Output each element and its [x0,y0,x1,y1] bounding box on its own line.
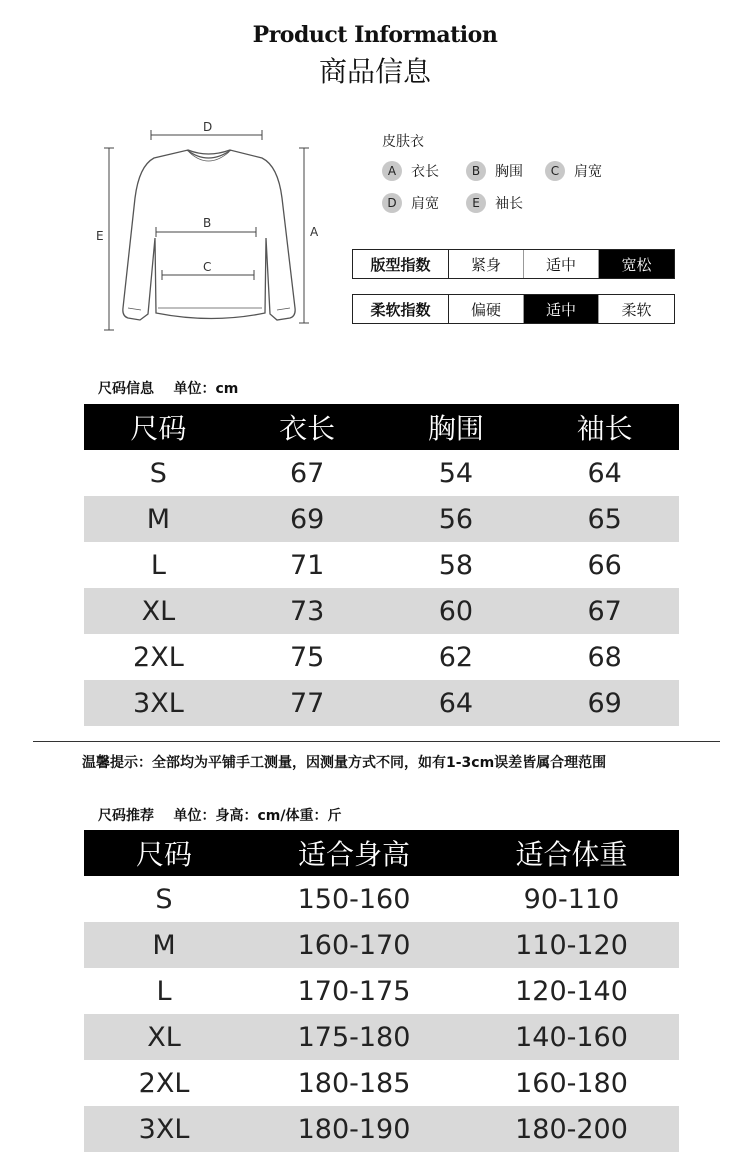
table-row [84,496,679,542]
table-cell: 110-120 [464,922,679,968]
table-cell: 62 [438,641,474,673]
table-row [84,968,679,1014]
softness-index-label: 柔软指数 [353,295,449,323]
label-c: C [203,260,212,274]
size-info-table [84,404,679,726]
legend-badge: B [466,161,486,181]
table-cell: 60 [382,588,531,634]
legend-text: 胸围 [495,164,523,180]
table-cell: 150-160 [297,883,411,915]
fit-option-tight: 紧身 [449,250,524,278]
table-cell: 175-180 [244,1014,464,1060]
table-cell: 90-110 [523,883,620,915]
table-cell: 56 [382,496,531,542]
table-cell: 120-140 [515,975,628,1007]
table-cell: 170-175 [297,975,411,1007]
table-cell: S [149,457,167,489]
legend-text: 肩宽 [411,196,439,212]
table-cell: 64 [587,457,622,489]
header-cell: 适合身高 [244,830,464,876]
table-cell: L [156,975,172,1007]
fit-index-label: 版型指数 [353,250,449,278]
table-row [84,588,679,634]
table-cell: 75 [289,641,325,673]
legend-item-c [545,161,602,181]
size-info-header [84,404,679,450]
legend-text: 袖长 [495,196,523,212]
table-cell: S [155,883,173,915]
table-cell: 65 [530,496,679,542]
table-cell: 71 [289,549,325,581]
fabric-name: 皮肤衣 [382,134,424,150]
table-cell: 69 [233,496,382,542]
table-cell: 58 [438,549,474,581]
table-cell: 77 [233,680,382,726]
shirt-outline [123,150,295,320]
fit-option-loose: 宽松 [599,250,674,278]
legend-item-e [466,193,523,213]
table-cell: 160-170 [244,922,464,968]
size-recommend-table [84,830,679,1152]
title-english: Product Information [252,22,498,48]
table-cell: 68 [587,641,622,673]
divider [33,741,720,742]
legend-item-b [466,161,523,181]
table-cell: XL [84,588,233,634]
table-row [84,450,679,496]
header-cell: 袖长 [530,404,679,450]
softness-option-hard: 偏硬 [449,295,524,323]
table-cell: 2XL [133,641,184,673]
legend-badge: A [382,161,402,181]
table-cell: 180-200 [464,1106,679,1152]
table-cell: 160-180 [515,1067,628,1099]
table-row [84,1060,679,1106]
header-cell: 尺码 [84,830,244,876]
softness-option-medium: 适中 [524,295,599,323]
title-chinese: 商品信息 [318,55,431,88]
table-cell: 73 [233,588,382,634]
table-row [84,634,679,680]
size-recommend-caption: 尺码推荐 单位：身高：cm/体重：斤 [98,808,342,824]
legend-item-d [382,193,439,213]
label-b: B [203,216,212,230]
label-a: A [310,225,319,239]
header-cell: 衣长 [233,404,382,450]
legend-badge: D [382,193,402,213]
legend-text: 衣长 [411,164,439,180]
header-cell: 胸围 [382,404,531,450]
table-cell: 54 [438,457,474,489]
legend-badge: E [466,193,486,213]
fit-index-scale [352,249,675,279]
size-recommend-header [84,830,679,876]
legend-badge: C [545,161,565,181]
softness-option-soft: 柔软 [621,300,652,319]
label-d: D [203,120,213,134]
measurement-tip: 温馨提示：全部均为平铺手工测量，因测量方式不同，如有1-3cm误差皆属合理范围 [82,755,607,771]
table-row [84,542,679,588]
table-cell: 180-190 [244,1106,464,1152]
table-cell: 67 [289,457,325,489]
table-cell: 67 [530,588,679,634]
header-cell: 适合体重 [464,830,679,876]
table-cell: XL [84,1014,244,1060]
table-cell: 3XL [84,1106,244,1152]
table-cell: M [84,496,233,542]
table-row [84,1014,679,1060]
label-e: E [96,229,104,243]
table-cell: L [150,549,166,581]
legend-item-a [382,161,439,181]
table-cell: 69 [530,680,679,726]
table-row [84,876,679,922]
table-cell: 140-160 [464,1014,679,1060]
table-row [84,680,679,726]
table-cell: 2XL [138,1067,190,1099]
table-cell: 64 [382,680,531,726]
shirt-measurement-diagram [90,118,330,338]
fit-option-regular: 适中 [524,250,599,278]
table-cell: 3XL [84,680,233,726]
legend-text: 肩宽 [574,164,602,180]
softness-index-scale [352,294,675,324]
size-info-caption: 尺码信息 单位：cm [98,381,239,397]
table-cell: M [84,922,244,968]
table-cell: 66 [587,549,622,581]
table-row [84,1106,679,1152]
table-cell: 180-185 [297,1067,411,1099]
table-row [84,922,679,968]
header-cell: 尺码 [84,404,233,450]
